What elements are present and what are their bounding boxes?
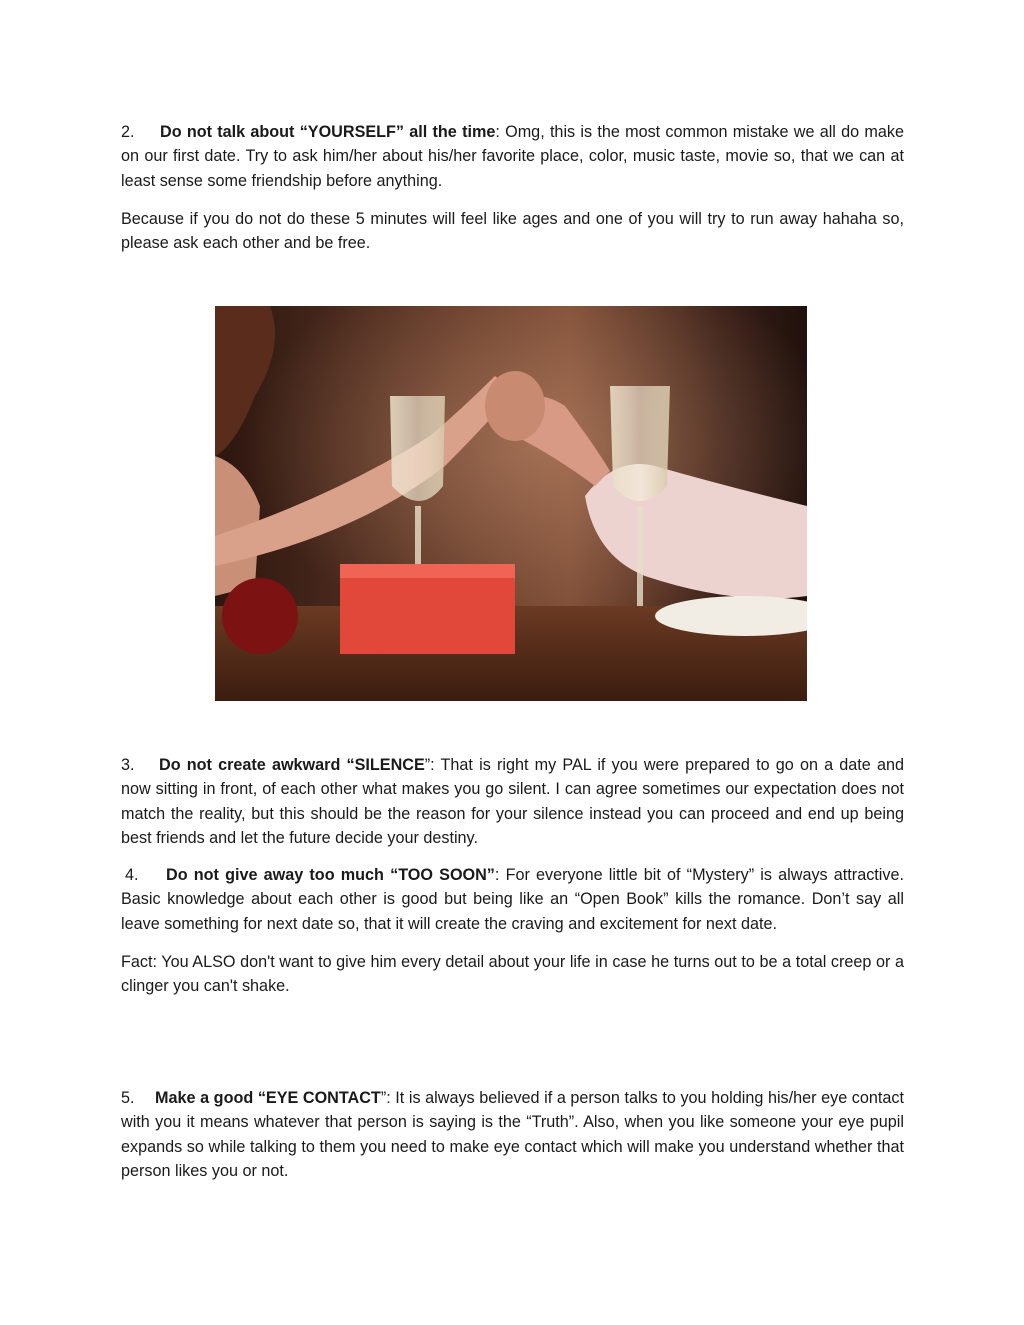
item-heading: Do not create awkward “SILENCE [159,756,425,774]
item-heading: Make a good “EYE CONTACT [155,1089,381,1107]
item-number: 4. [125,866,139,884]
dinner-date-photo [215,306,807,701]
because-paragraph: Because if you do not do these 5 minutes will feel like ages and one of you will try to run away hahaha so, please ask each other and be free. [121,210,904,253]
item-4-paragraph [121,863,904,936]
item-text: : Omg, this is the most common mistake we all do make on our first date. Try to ask him/her about his/her favorite place, color, music taste, movie so, that we can at least sense some friendship before anything. [121,123,904,190]
holding-hands-image [215,306,807,701]
item-2-paragraph [121,120,904,193]
item-heading: Do not talk about “YOURSELF” all the time [160,123,496,141]
fact-paragraph: Fact: You ALSO don't want to give him every detail about your life in case he turns out to be a total creep or a clinger you can't shake. [121,953,904,996]
item-number: 3. [121,756,135,774]
item-heading: Do not give away too much “TOO SOON” [166,866,495,884]
item-text: ”: That is right my PAL if you were prepared to go on a date and now sitting in front, of each other what makes you go silent. I can agree sometimes our expectation does not match the reality, but this should be the reason for your silence instead you can proceed and end up being best friends and let the future decide your destiny. [121,756,904,847]
item-5-paragraph [121,1086,904,1183]
item-number: 5. [121,1089,135,1107]
item-number: 2. [121,123,135,141]
item-text: : For everyone little bit of “Mystery” is always attractive. Basic knowledge about each other is good but being like an “Open Book” kills the romance. Don’t say all leave something for next date so, that it will create the craving and excitement for next date. [121,866,904,933]
item-text: ”: It is always believed if a person talks to you holding his/her eye contact with you it means whatever that person is saying is the “Truth”. Also, when you like someone your eye pupil expands so while talking to them you need to make eye contact which will make you understand whether that person likes you or not. [121,1089,905,1180]
item-3-paragraph [121,753,904,850]
